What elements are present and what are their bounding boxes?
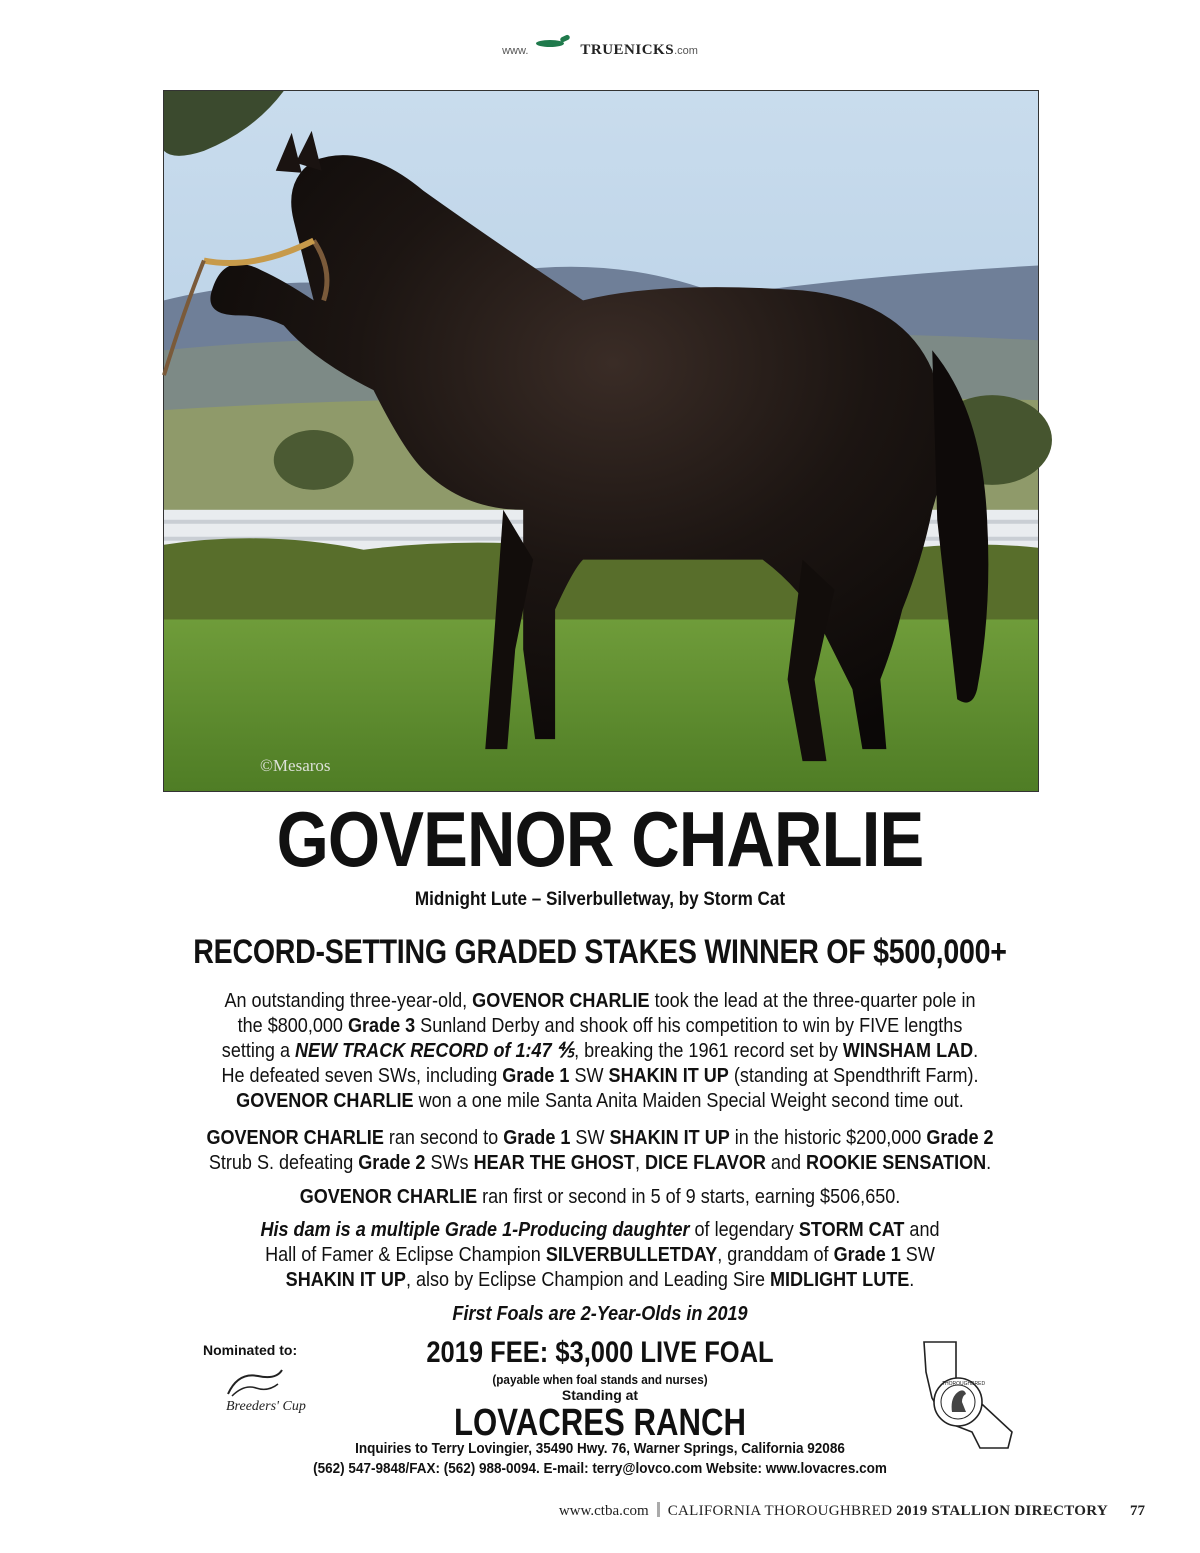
first-foals-note: First Foals are 2-Year-Olds in 2019 <box>452 1302 748 1325</box>
page-number: 77 <box>1130 1503 1145 1519</box>
truenicks-brand: TRUENICKS <box>580 42 675 58</box>
stallion-name: GOVENOR CHARLIE <box>276 795 924 883</box>
earnings-paragraph: GOVENOR CHARLIE ran first or second in 5 of 9 starts, earning $506,650. <box>299 1185 901 1208</box>
ranch-name: LOVACRES RANCH <box>454 1402 746 1444</box>
truenicks-suffix: .com <box>674 45 698 57</box>
fee-terms: (payable when foal stands and nurses) <box>492 1372 708 1387</box>
footer-site: www.ctba.com <box>558 1503 649 1519</box>
race-record-paragraph: An outstanding three-year-old, GOVENOR CHARLIE took the lead at the three-quarter pole in the $800,000 Grade 3 Sunland Derby and shook off his competition to win by FIVE lengths setting a NEW TRACK RECORD of 1:47 ⅘, breaking the 1961 record set by WINSHAM LAD. He defeated seven SWs, including Grade 1 SW SHAKIN IT UP (standing at Spendthrift Farm). GOVENOR CHARLIE won a one mile Santa Anita Maiden Special Weight second time out. <box>221 989 979 1112</box>
pedigree-line: Midnight Lute – Silverbulletway, by Storm Cat <box>414 889 786 910</box>
dam-paragraph: His dam is a multiple Grade 1-Producing daughter of legendary STORM CAT and Hall of Famer & Eclipse Champion SILVERBULLETDAY, granddam of Grade 1 SW SHAKIN IT UP, also by Eclipse Champion and Leading Sire MIDLIGHT LUTE. <box>260 1218 940 1291</box>
horse-photo-illustration <box>164 91 1038 791</box>
truenicks-logo <box>0 38 1200 59</box>
photo-credit: ©Mesaros <box>260 756 331 775</box>
page-footer <box>559 1502 1145 1520</box>
inquiries-contact: (562) 547-9848/FAX: (562) 988-0094. E-mail: terry@lovco.com Website: www.lovacres.com <box>313 1460 887 1477</box>
jockey-icon <box>532 38 576 50</box>
standing-at-label: Standing at <box>561 1387 639 1403</box>
breeders-cup-text: Breeders' Cup <box>226 1399 306 1414</box>
stallion-photo <box>163 90 1039 792</box>
nominated-label: Nominated to: <box>203 1342 298 1358</box>
stud-fee: 2019 FEE: $3,000 LIVE FOAL <box>426 1336 774 1369</box>
strub-stakes-paragraph: GOVENOR CHARLIE ran second to Grade 1 SW SHAKIN IT UP in the historic $200,000 Grade 2 Strub S. defeating Grade 2 SWs HEAR THE GHOST, DICE FLAVOR and ROOKIE SENSATION. <box>206 1126 994 1174</box>
inquiries-address: Inquiries to Terry Lovingier, 35490 Hwy. 76, Warner Springs, California 92086 <box>355 1440 845 1457</box>
footer-divider <box>657 1502 660 1517</box>
footer-directory: CALIFORNIA THOROUGHBRED 2019 STALLION DIRECTORY <box>667 1503 1108 1519</box>
headline: RECORD-SETTING GRADED STAKES WINNER OF $500,000+ <box>193 933 1007 971</box>
ca-logo-text: THOROUGHBRED <box>942 1381 986 1387</box>
truenicks-prefix: www. <box>502 45 529 57</box>
